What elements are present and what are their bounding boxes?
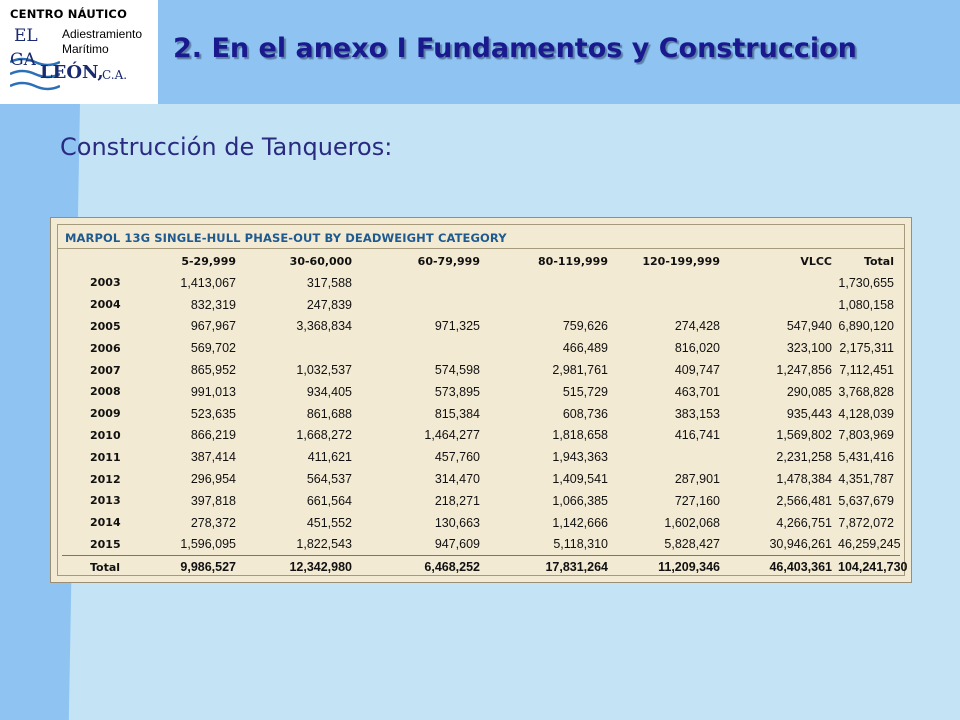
table-row bbox=[62, 512, 900, 534]
table-cell: 1,142,666 bbox=[552, 515, 608, 530]
table-row bbox=[62, 381, 900, 403]
year-cell: 2010 bbox=[90, 428, 121, 442]
table-cell: 564,537 bbox=[306, 472, 352, 487]
table-cell: 935,443 bbox=[786, 406, 832, 421]
table-cell: 46,259,245 bbox=[838, 537, 901, 552]
table-cell: 1,822,543 bbox=[296, 537, 352, 552]
table-cell: 832,319 bbox=[190, 297, 236, 312]
table-cell: 5,431,416 bbox=[838, 450, 894, 465]
table-cell: 991,013 bbox=[190, 384, 236, 399]
table-cell bbox=[486, 294, 614, 316]
table-row bbox=[62, 403, 900, 425]
table-cell: 1,943,363 bbox=[552, 450, 608, 465]
phase-out-table bbox=[62, 250, 908, 578]
table-cell: 6,890,120 bbox=[838, 319, 894, 334]
table-cell: 2,231,258 bbox=[776, 450, 832, 465]
table-row bbox=[62, 337, 900, 359]
year-cell: 2008 bbox=[90, 385, 121, 399]
table-cell: 1,413,067 bbox=[180, 275, 236, 290]
table-cell: 46,403,361 bbox=[726, 556, 838, 578]
table-cell: 314,470 bbox=[434, 472, 480, 487]
table-cell: 290,085 bbox=[786, 384, 832, 399]
table-frame bbox=[57, 224, 908, 576]
table-cell: 4,351,787 bbox=[838, 472, 894, 487]
table-cell: 387,414 bbox=[190, 450, 236, 465]
logo-mark-ga: GA bbox=[10, 50, 36, 70]
table-cell: 865,952 bbox=[190, 363, 236, 378]
table-cell: 451,552 bbox=[306, 515, 352, 530]
table-cell: 661,564 bbox=[306, 493, 352, 508]
table-cell: 317,588 bbox=[306, 275, 352, 290]
logo-line-2: Marítimo bbox=[62, 42, 109, 56]
column-header: 120-199,999 bbox=[642, 254, 720, 268]
logo-mark-ca: C.A. bbox=[102, 68, 128, 82]
table-cell: 574,598 bbox=[434, 363, 480, 378]
table-cell: 515,729 bbox=[562, 384, 608, 399]
table-cell: 7,803,969 bbox=[838, 428, 894, 443]
column-header: 80-119,999 bbox=[538, 254, 608, 268]
year-cell: 2015 bbox=[90, 537, 121, 551]
table-cell: 1,080,158 bbox=[838, 297, 894, 312]
table-cell: 457,760 bbox=[434, 450, 480, 465]
table-cell: 816,020 bbox=[674, 341, 720, 356]
table-cell bbox=[358, 272, 486, 294]
table-row bbox=[62, 534, 900, 556]
table-cell: 104,241,730 bbox=[838, 556, 900, 578]
table-header-row bbox=[62, 250, 900, 272]
table-cell: 1,818,658 bbox=[552, 428, 608, 443]
table-row bbox=[62, 490, 900, 512]
table-body bbox=[62, 272, 908, 578]
table-cell: 727,160 bbox=[674, 493, 720, 508]
table-cell: 17,831,264 bbox=[486, 556, 614, 578]
table-cell: 12,342,980 bbox=[242, 556, 358, 578]
table-total-row bbox=[62, 556, 900, 578]
year-cell: 2014 bbox=[90, 516, 121, 530]
year-cell: 2011 bbox=[90, 450, 121, 464]
table-cell: 11,209,346 bbox=[614, 556, 726, 578]
column-header: 30-60,000 bbox=[289, 254, 352, 268]
table-cell: 6,468,252 bbox=[358, 556, 486, 578]
table-cell: 1,247,856 bbox=[776, 363, 832, 378]
table-cell: 7,872,072 bbox=[838, 515, 894, 530]
table-cell: 1,032,537 bbox=[296, 363, 352, 378]
table-row bbox=[62, 272, 900, 294]
table-cell: 247,839 bbox=[306, 297, 352, 312]
caption-divider bbox=[58, 248, 904, 249]
table-cell: 383,153 bbox=[674, 406, 720, 421]
table-cell: 1,409,541 bbox=[552, 472, 608, 487]
table-cell: 397,818 bbox=[190, 493, 236, 508]
table-row bbox=[62, 294, 900, 316]
table-cell: 3,368,834 bbox=[296, 319, 352, 334]
year-cell: 2006 bbox=[90, 341, 121, 355]
table-cell: 1,596,095 bbox=[180, 537, 236, 552]
table-cell bbox=[614, 446, 726, 468]
table-cell: 547,940 bbox=[786, 319, 832, 334]
table-cell: 130,663 bbox=[434, 515, 480, 530]
column-header: 5-29,999 bbox=[181, 254, 236, 268]
table-cell: 2,175,311 bbox=[839, 341, 894, 356]
year-cell: 2007 bbox=[90, 363, 121, 377]
table-cell bbox=[726, 272, 838, 294]
slide-subtitle: Construcción de Tanqueros: bbox=[60, 133, 393, 161]
logo-mark-el: EL bbox=[14, 26, 38, 46]
table-cell: 463,701 bbox=[674, 384, 720, 399]
table-row bbox=[62, 316, 900, 338]
table-cell: 815,384 bbox=[434, 406, 480, 421]
table-row bbox=[62, 446, 900, 468]
table-cell bbox=[358, 294, 486, 316]
table-cell bbox=[614, 272, 726, 294]
table-cell: 5,118,310 bbox=[553, 537, 608, 552]
table-cell: 2,981,761 bbox=[552, 363, 608, 378]
year-cell: 2009 bbox=[90, 407, 121, 421]
table-cell: 5,828,427 bbox=[664, 537, 720, 552]
year-cell: 2013 bbox=[90, 494, 121, 508]
table-cell: 30,946,261 bbox=[769, 537, 832, 552]
table-cell: 866,219 bbox=[190, 428, 236, 443]
table-cell: 1,730,655 bbox=[838, 275, 894, 290]
table-cell: 4,266,751 bbox=[776, 515, 832, 530]
table-cell: 409,747 bbox=[674, 363, 720, 378]
year-cell: 2004 bbox=[90, 298, 121, 312]
logo bbox=[0, 0, 158, 104]
table-cell: 287,901 bbox=[674, 472, 720, 487]
table-cell: 1,066,385 bbox=[552, 493, 608, 508]
table-cell: 5,637,679 bbox=[838, 493, 894, 508]
table-figure bbox=[50, 217, 912, 583]
logo-mark-leon: LEÓN, bbox=[40, 62, 104, 83]
table-cell: 947,609 bbox=[434, 537, 480, 552]
slide-title: 2. En el anexo I Fundamentos y Construccion bbox=[173, 33, 857, 64]
table-cell: 523,635 bbox=[190, 406, 236, 421]
column-header: VLCC bbox=[800, 254, 832, 268]
table-cell: 573,895 bbox=[434, 384, 480, 399]
table-cell: 3,768,828 bbox=[838, 384, 894, 399]
table-caption: MARPOL 13G SINGLE-HULL PHASE-OUT BY DEADWEIGHT CATEGORY bbox=[65, 231, 507, 245]
column-header bbox=[62, 250, 130, 272]
table-cell: 967,967 bbox=[190, 319, 236, 334]
table-cell: 2,566,481 bbox=[776, 493, 832, 508]
table-cell: 466,489 bbox=[562, 341, 608, 356]
table-row bbox=[62, 425, 900, 447]
table-cell: 1,478,384 bbox=[776, 472, 832, 487]
table-cell: 278,372 bbox=[190, 515, 236, 530]
table-cell: 1,569,802 bbox=[776, 428, 832, 443]
total-label: Total bbox=[62, 556, 130, 578]
table-cell: 274,428 bbox=[674, 319, 720, 334]
table-cell: 1,464,277 bbox=[424, 428, 480, 443]
table-cell bbox=[242, 337, 358, 359]
table-cell: 971,325 bbox=[434, 319, 480, 334]
table-cell: 934,405 bbox=[306, 384, 352, 399]
table-cell: 7,112,451 bbox=[839, 363, 894, 378]
year-cell: 2012 bbox=[90, 472, 121, 486]
logo-org-name: CENTRO NÁUTICO bbox=[10, 7, 128, 21]
table-cell bbox=[358, 337, 486, 359]
column-header: Total bbox=[863, 254, 894, 268]
year-cell: 2005 bbox=[90, 319, 121, 333]
table-cell: 569,702 bbox=[190, 341, 236, 356]
logo-line-1: Adiestramiento bbox=[62, 27, 143, 41]
table-cell bbox=[486, 272, 614, 294]
table-row bbox=[62, 468, 900, 490]
table-cell bbox=[614, 294, 726, 316]
table-cell: 1,602,068 bbox=[664, 515, 720, 530]
year-cell: 2003 bbox=[90, 276, 121, 290]
table-row bbox=[62, 359, 900, 381]
table-cell: 608,736 bbox=[562, 406, 608, 421]
table-cell: 416,741 bbox=[674, 428, 720, 443]
table-cell: 1,668,272 bbox=[296, 428, 352, 443]
table-cell: 9,986,527 bbox=[130, 556, 242, 578]
table-cell: 4,128,039 bbox=[838, 406, 894, 421]
table-cell: 759,626 bbox=[562, 319, 608, 334]
table-cell: 296,954 bbox=[190, 472, 236, 487]
table-cell: 411,621 bbox=[307, 450, 352, 465]
table-cell: 218,271 bbox=[434, 493, 480, 508]
column-header: 60-79,999 bbox=[417, 254, 480, 268]
table-cell bbox=[726, 294, 838, 316]
table-cell: 323,100 bbox=[786, 341, 832, 356]
table-cell: 861,688 bbox=[306, 406, 352, 421]
